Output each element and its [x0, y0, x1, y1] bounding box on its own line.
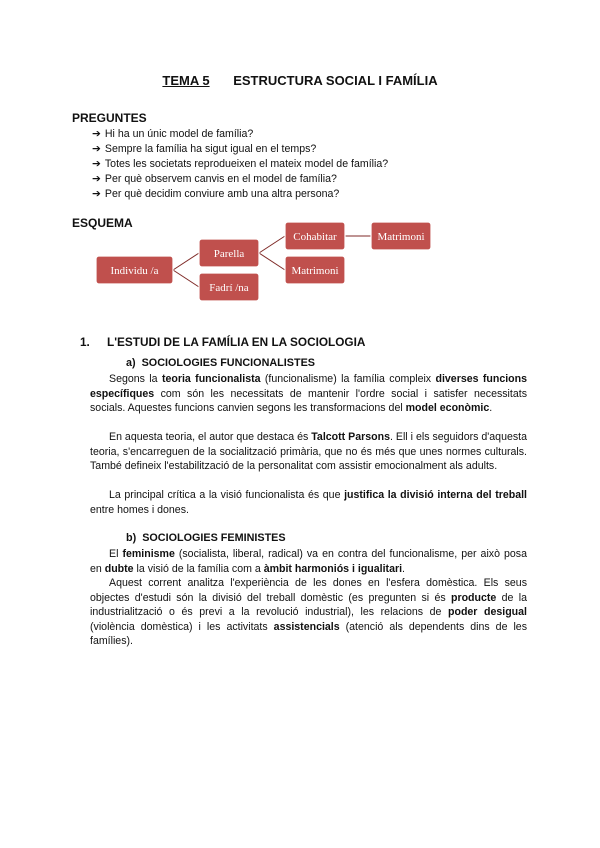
node-individu-label: Individu /a [110, 265, 159, 277]
list-item [92, 142, 388, 157]
question-text: Sempre la família ha sigut igual en el temps? [104, 143, 317, 155]
paragraph-feminism-1 [90, 547, 527, 576]
section-number: 1. [80, 335, 90, 349]
node-matrimoni-a-label: Matrimoni [291, 265, 339, 277]
topic-title: ESTRUCTURA SOCIAL I FAMÍLIA [233, 73, 438, 88]
text-run: . [402, 562, 405, 575]
node-cohabitar [285, 222, 345, 250]
text-run: (atenció als dependents dins de les famílies). [90, 620, 527, 647]
arrow-right-icon: ➔ [92, 173, 101, 185]
arrow-right-icon: ➔ [92, 188, 101, 200]
text-run: . Ell i els seguidors d'aquesta teoria, s'encarreguen de la socialització primària, que no és més que unes normes culturals. També defineix l'estabilització de la personalitat com assistir emocionalment als adults. [90, 431, 527, 472]
paragraph-feminism-2 [90, 576, 527, 649]
topic-number: TEMA 5 [162, 73, 210, 88]
subsection-b-label: b) [126, 532, 137, 544]
text-run: La principal crítica a la visió funcionalista és que [109, 489, 345, 501]
list-item [92, 172, 388, 187]
text-run: la visió de la família com a [133, 562, 264, 575]
node-cohabitar-label: Cohabitar [293, 231, 337, 243]
arrow-right-icon: ➔ [92, 158, 101, 170]
edge-individu-parella [173, 253, 199, 270]
bold-text: diverses funcions específiques [90, 373, 528, 400]
node-fadri-label: Fadrí /na [209, 282, 249, 294]
edge-individu-fadri [173, 270, 199, 287]
list-item [92, 157, 388, 172]
text-run: (funcionalisme) la família compleix [260, 373, 436, 385]
bold-text: poder desigual [448, 606, 527, 618]
bold-text: model econòmic [405, 402, 490, 414]
arrow-right-icon: ➔ [92, 128, 101, 140]
question-text: Hi ha un únic model de família? [104, 128, 254, 140]
text-run: de la industrialització o és previ a la revolució industrial), les relacions de [90, 591, 527, 618]
node-matrimoni-b [371, 222, 431, 250]
subsection-a-heading [126, 357, 315, 369]
node-parella-label: Parella [213, 248, 245, 260]
text-run: (violència domèstica) i les activitats [90, 620, 274, 633]
page-title [0, 73, 600, 88]
scheme-heading: ESQUEMA [72, 216, 133, 230]
subsection-b-heading [126, 532, 286, 544]
bold-text: justifica la divisió interna del treball [344, 489, 527, 501]
bold-text: àmbit harmoniós i igualitari [263, 562, 403, 575]
questions-list [92, 127, 388, 202]
text-run: En aquesta teoria, el autor que destaca és [109, 431, 312, 443]
questions-heading: PREGUNTES [72, 111, 147, 125]
paragraph-functionalism-2 [90, 430, 527, 474]
text-run: . [489, 402, 493, 414]
text-run: entre homes i dones. [90, 503, 189, 516]
paragraph-functionalism-3 [90, 488, 527, 517]
bold-text: feminisme [122, 548, 175, 560]
section-title: L'ESTUDI DE LA FAMÍLIA EN LA SOCIOLOGIA [107, 335, 366, 349]
text-run: (socialista, liberal, radical) va en contra del funcionalisme, per això posa en [90, 548, 527, 575]
text-run: Aquest corrent analitza l'experiència de les dones en l'esfera domèstica. Els seus objectes d'estudi són la divisió del treball domèstic (es pregunten si és [90, 577, 527, 604]
question-text: Per què observem canvis en el model de família? [104, 173, 337, 185]
text-run: com són les necessitats de mantenir l'ordre social i satisfer necessitats socials. Aquestes funcions canvien segons les transformacions del [90, 387, 527, 414]
list-item [92, 187, 388, 202]
edge-parella-matrimoni [259, 253, 285, 270]
node-individu [96, 256, 173, 284]
bold-text: dubte [104, 562, 134, 575]
subsection-a-label: a) [126, 357, 136, 369]
question-text: Per què decidim conviure amb una altra persona? [104, 188, 340, 200]
section-heading [80, 335, 365, 349]
node-matrimoni-a [285, 256, 345, 284]
bold-text: assistencials [273, 620, 340, 633]
subsection-a-title: SOCIOLOGIES FUNCIONALISTES [141, 357, 315, 369]
family-scheme-diagram [90, 215, 450, 310]
bold-text: Talcott Parsons [311, 431, 390, 443]
paragraph-functionalism-1 [90, 372, 527, 416]
bold-text: teoria funcionalista [161, 373, 261, 385]
arrow-right-icon: ➔ [92, 143, 101, 155]
edge-parella-cohabitar [259, 236, 285, 253]
text-run: Segons la [109, 373, 162, 385]
question-text: Totes les societats reprodueixen el mateix model de família? [104, 158, 389, 170]
node-parella [199, 239, 259, 267]
subsection-b-title: SOCIOLOGIES FEMINISTES [142, 532, 286, 544]
list-item [92, 127, 388, 142]
node-matrimoni-b-label: Matrimoni [377, 231, 425, 243]
bold-text: producte [450, 591, 497, 604]
text-run: El [109, 548, 123, 560]
node-fadri [199, 273, 259, 301]
